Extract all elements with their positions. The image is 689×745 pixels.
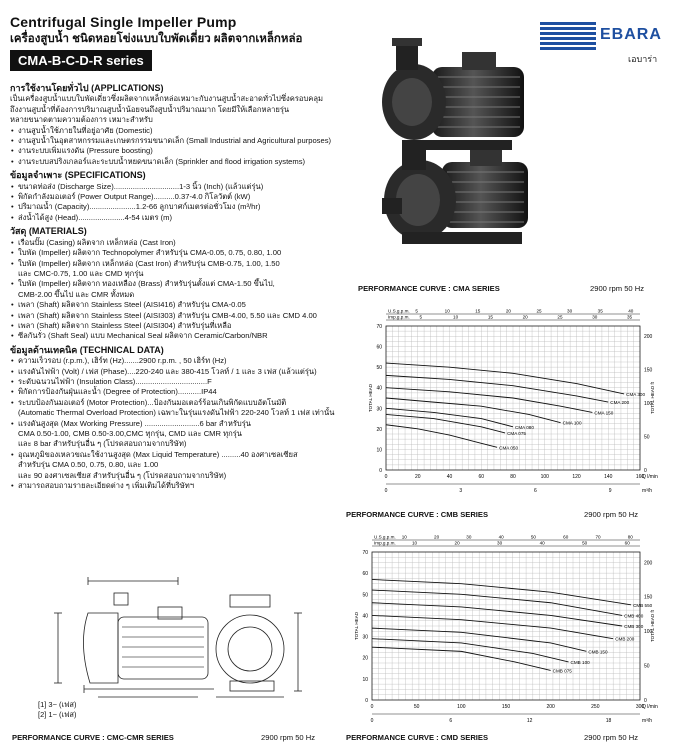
y-axis-label: TOTAL HEAD xyxy=(354,611,359,641)
series-label: CMA 050 xyxy=(499,445,519,451)
series-label: CMB 200 xyxy=(615,636,635,642)
x-tick-label: 300 xyxy=(635,704,645,710)
series-line xyxy=(372,603,622,626)
cma-chart-rpm: 2900 rpm 50 Hz xyxy=(590,284,645,293)
series-label: CMB 150 xyxy=(588,649,608,655)
ebara-logo xyxy=(540,22,668,70)
series-label: CMA 080 xyxy=(515,424,534,430)
x-tick-label: 200 xyxy=(546,704,555,710)
right-tick-label: 100 xyxy=(644,401,653,408)
top-axis-tick: 40 xyxy=(539,540,545,546)
applications-intro-1: เป็นเครื่องสูบน้ำแบบใบพัดเดี่ยวซึ่งผลิตจากเหล็กหล่อเหมาะกับงานสูบน้ำสะอาดทั่วไปซึ่งครอบคลุม xyxy=(10,94,324,104)
top-axis-tick: 20 xyxy=(434,534,440,540)
right-tick-label: 200 xyxy=(644,560,653,567)
cmd-chart-rpm: 2900 rpm 50 Hz xyxy=(584,733,639,742)
series-label: CMB 100 xyxy=(570,659,590,665)
top-axis-tick: 5 xyxy=(415,308,418,314)
technical-heading: ข้อมูลด้านเทคนิค (TECHNICAL DATA) xyxy=(10,344,164,355)
series-line xyxy=(386,425,497,448)
top-axis-tick: 50 xyxy=(530,534,537,540)
y-tick-label: 50 xyxy=(376,365,382,372)
y-tick-label: 70 xyxy=(376,324,382,330)
x-tick-label: 50 xyxy=(413,704,420,710)
top-axis-tick: 70 xyxy=(595,534,601,540)
applications-heading: การใช้งานโดยทั่วไป (APPLICATIONS) xyxy=(10,83,164,93)
right-tick-label: 200 xyxy=(644,334,653,341)
right-tick-label: 150 xyxy=(644,367,653,374)
technical-item-cont: และ 8 bar สำหรับรุ่นอื่น ๆ (โปรดสอบถามจากบริษัท) xyxy=(18,439,187,449)
x-tick-label: 80 xyxy=(510,474,516,480)
phase-legend xyxy=(38,700,77,720)
x-tick-label: 120 xyxy=(572,474,581,480)
materials-item-cont: CMB-2.00 ขึ้นไป และ CMR ทั้งหมด xyxy=(18,289,135,299)
right-tick-label: 100 xyxy=(644,629,653,636)
materials-item: • ใบพัด (Impeller) ผลิตจาก ทองเหลือง (Brass) สำหรับรุ่นตั้งแต่ CMA-1.50 ขึ้นไป, xyxy=(18,279,362,289)
technical-item: • ระดับฉนวนไฟฟ้า (Insulation Class)..................................F xyxy=(18,377,362,387)
y-tick-label: 70 xyxy=(362,550,368,556)
top-axis-label: U.S.g.p.m. xyxy=(374,534,396,540)
right-tick-label: 50 xyxy=(644,663,650,670)
top-axis-label: Imp.g.p.m. xyxy=(388,314,410,320)
top-axis-tick: 60 xyxy=(563,534,569,540)
y-tick-label: 20 xyxy=(376,426,382,433)
m3h-tick-label: 0 xyxy=(384,488,388,494)
applications-item: • งานระบบสปริงเกลอร์และระบบน้ำหยดขนาดเล็ก (Sprinkler and flood irrigation systems) xyxy=(18,157,362,167)
x-tick-label: 100 xyxy=(540,474,549,480)
right-axis-label: TOTAL HEAD ft xyxy=(650,381,655,415)
document-subtitle: เครื่องสูบน้ำ ชนิดหอยโข่งแบบใบพัดเดี่ยว ผลิตจากเหล็กหล่อ xyxy=(10,33,303,45)
materials-heading: วัสดุ (MATERIALS) xyxy=(10,226,87,237)
x-axis-label: Q l/min xyxy=(642,704,658,710)
materials-item: • เพลา (Shaft) ผลิตจาก Stainless Steel (AISI416) สำหรับรุ่น CMA-0.05 xyxy=(18,300,362,310)
series-label: CMA 075 xyxy=(507,430,526,436)
materials-item-cont: และ CMC-0.75, 1.00 และ CMD ทุกรุ่น xyxy=(18,268,144,278)
top-axis-label: Imp.g.p.m. xyxy=(374,540,396,546)
right-tick-label: 50 xyxy=(644,434,650,441)
document-title: Centrifugal Single Impeller Pump xyxy=(10,14,237,30)
materials-item: • เพลา (Shaft) ผลิตจาก Stainless Steel (AISI304) สำหรับรุ่นที่เหลือ xyxy=(18,321,362,331)
m3h-axis-label: m³/h xyxy=(642,488,652,494)
cmb-chart-rpm: 2900 rpm 50 Hz xyxy=(584,510,639,519)
materials-item: • เพลา (Shaft) ผลิตจาก Stainless Steel (AISI303) สำหรับรุ่น CMB-4.00, 5.50 และ CMD 4.00 xyxy=(18,311,362,321)
x-tick-label: 160 xyxy=(635,474,645,480)
y-tick-label: 30 xyxy=(362,634,368,641)
right-tick-label: 150 xyxy=(644,594,653,601)
series-badge: CMA-B-C-D-R series xyxy=(10,50,152,71)
y-tick-label: 60 xyxy=(362,571,368,578)
logo-thai: เอบาร่า xyxy=(628,54,658,64)
x-tick-label: 0 xyxy=(384,474,388,480)
top-axis-tick: 30 xyxy=(466,534,472,540)
series-line xyxy=(372,590,622,615)
series-line xyxy=(386,388,592,413)
top-axis-tick: 20 xyxy=(522,314,528,320)
y-tick-label: 10 xyxy=(376,447,382,454)
technical-item-cont: (Automatic Thermal Overload Protection) เฉพาะในรุ่นแรงดันไฟฟ้า 220-240 โวลท์ 1 เฟส เท่านั้น xyxy=(18,408,335,418)
logo-brand: EBARA xyxy=(600,26,662,43)
specifications-item: • ส่งน้ำได้สูง (Head)......................4-54 เมตร (m) xyxy=(18,213,362,223)
applications-item: • งานสูบน้ำในอุตสาหกรรมและเกษตรกรรมขนาดเล็ก (Small Industrial and Agricultural purposes) xyxy=(18,136,362,146)
x-tick-label: 250 xyxy=(591,704,600,710)
series-label: CMA 100 xyxy=(562,420,582,426)
specifications-item: • พิกัดกำลังมอเตอร์ (Power Output Range)..........0.37-4.0 กิโลวัตต์ (kW) xyxy=(18,192,362,202)
top-axis-tick: 30 xyxy=(567,308,573,314)
x-tick-label: 140 xyxy=(604,474,613,480)
y-tick-label: 40 xyxy=(362,613,368,620)
top-axis-tick: 25 xyxy=(557,314,563,320)
top-axis-tick: 5 xyxy=(419,314,423,320)
specifications-item: • ขนาดท่อส่ง (Discharge Size)...............................1-3 นิ้ว (Inch) (แล้วแต่รุ่น) xyxy=(18,182,362,192)
top-axis-tick: 25 xyxy=(536,308,542,314)
top-axis-tick: 40 xyxy=(498,534,504,540)
phase-legend-item: [2] 1~ (เฟส) xyxy=(38,710,77,719)
m3h-tick-label: 6 xyxy=(534,488,537,494)
applications-intro-3: หลายขนาดตามความต้องการ เหมาะสำหรับ xyxy=(10,115,153,125)
cmd-chart-label: PERFORMANCE CURVE : CMD SERIES xyxy=(346,733,489,742)
m3h-tick-label: 18 xyxy=(605,718,612,724)
specifications-item: • ปริมาณน้ำ (Capacity)......................1.2-66 ลูกบาศก์เมตรต่อชั่วโมง (m³/hr) xyxy=(18,202,362,212)
cmc-chart-label: PERFORMANCE CURVE : CMC-CMR SERIES xyxy=(12,733,174,742)
series-label: CMA 200 xyxy=(610,400,630,406)
x-axis-label: Q l/min xyxy=(642,474,658,480)
x-tick-label: 40 xyxy=(446,474,453,480)
right-tick-label: 0 xyxy=(644,468,647,474)
specifications-heading: ข้อมูลจำเพาะ (SPECIFICATIONS) xyxy=(10,170,146,181)
x-tick-label: 100 xyxy=(457,704,466,710)
y-tick-label: 20 xyxy=(362,655,368,662)
m3h-tick-label: 0 xyxy=(370,718,374,724)
y-tick-label: 0 xyxy=(379,468,382,474)
technical-item: • พิกัดการป้องกันฝุ่นและน้ำ (Degree of Protection)...........IP44 xyxy=(18,387,362,397)
top-axis-tick: 10 xyxy=(401,534,407,540)
technical-item: • สามารถสอบถามรายละเอียดต่าง ๆ เพิ่มเติมได้ที่บริษัทฯ xyxy=(18,481,362,491)
y-axis-label: TOTAL HEAD xyxy=(368,383,373,413)
y-tick-label: 60 xyxy=(376,344,382,351)
pump-photo xyxy=(362,22,534,266)
top-axis-tick: 10 xyxy=(444,308,450,314)
m3h-axis-label: m³/h xyxy=(642,718,652,724)
materials-item: • ใบพัด (Impeller) ผลิตจาก Technopolymer สำหรับรุ่น CMA-0.05, 0.75, 0.80, 1.00 xyxy=(18,248,362,258)
technical-item: • แรงดันไฟฟ้า (Volt) / เฟส (Phase)....220-240 และ 380-415 โวลท์ / 1 และ 3 เฟส (แล้วแต่รุ่น) xyxy=(18,367,362,377)
technical-item: • แรงดันสูงสุด (Max Working Pressure) ..........................6 bar สำหรับรุ่น xyxy=(18,419,362,429)
m3h-tick-label: 6 xyxy=(449,718,453,724)
top-axis-tick: 10 xyxy=(453,314,459,320)
top-axis-tick: 35 xyxy=(626,314,633,320)
cmc-chart-rpm: 2900 rpm 50 Hz xyxy=(261,733,316,742)
series-line xyxy=(386,363,624,394)
cma-chart-label: PERFORMANCE CURVE : CMA SERIES xyxy=(358,284,500,293)
cmb-chart-label: PERFORMANCE CURVE : CMB SERIES xyxy=(346,510,489,519)
technical-item-cont: และ 90 องศาเซลเซียส สำหรับรุ่นอื่น ๆ (โปรดสอบถามจากบริษัท) xyxy=(18,470,227,480)
applications-item: • งานระบบเพิ่มแรงดัน (Pressure boosting) xyxy=(18,146,362,156)
series-label: CMB 550 xyxy=(633,602,653,608)
x-tick-label: 60 xyxy=(478,474,485,480)
logo-stripes-icon xyxy=(540,22,596,52)
y-tick-label: 30 xyxy=(376,406,382,413)
materials-item: • ซีลกันรั่ว (Shaft Seal) แบบ Mechanical Seal ผลิตจาก Ceramic/Carbon/NBR xyxy=(18,331,362,341)
top-axis-tick: 80 xyxy=(627,534,633,540)
x-tick-label: 0 xyxy=(370,704,374,710)
technical-item: • อุณหภูมิของเหลวขณะใช้งานสูงสุด (Max Liquid Temperature) .........40 องศาเซลเซียส xyxy=(18,450,362,460)
top-axis-tick: 15 xyxy=(475,308,481,314)
spec-text xyxy=(10,80,362,491)
y-tick-label: 40 xyxy=(376,385,382,392)
technical-item-cont: CMA 0.50-1.00, CMB 0.50-3.00,CMC ทุกรุ่น, CMD และ CMR ทุกรุ่น xyxy=(18,429,242,438)
y-tick-label: 10 xyxy=(362,676,368,683)
cma-performance-chart xyxy=(360,296,680,496)
series-label: CMB 300 xyxy=(624,624,644,629)
series-label: CMB 400 xyxy=(624,613,644,619)
y-tick-label: 50 xyxy=(362,592,368,599)
cmb-performance-chart xyxy=(346,522,680,726)
top-axis-tick: 35 xyxy=(597,308,603,314)
series-line xyxy=(372,639,569,662)
right-axis-label: TOTAL HEAD ft xyxy=(650,609,655,643)
phase-legend-item: [1] 3~ (เฟส) xyxy=(38,700,77,709)
top-axis-tick: 50 xyxy=(582,540,588,546)
y-tick-label: 0 xyxy=(365,698,368,704)
top-axis-tick: 30 xyxy=(497,540,503,546)
top-axis-tick: 40 xyxy=(628,308,634,314)
applications-item: • งานสูบน้ำใช้ภายในที่อยู่อาศัย (Domestic) xyxy=(18,126,362,136)
top-axis-tick: 30 xyxy=(592,314,598,320)
m3h-tick-label: 12 xyxy=(526,718,533,724)
top-axis-tick: 15 xyxy=(487,314,493,320)
top-axis-tick: 20 xyxy=(454,540,460,546)
top-axis-tick: 20 xyxy=(505,308,511,314)
series-label: CMB 075 xyxy=(552,668,572,674)
x-tick-label: 20 xyxy=(414,474,421,480)
top-axis-tick: 10 xyxy=(411,540,418,546)
right-tick-label: 0 xyxy=(644,698,647,704)
m3h-tick-label: 3 xyxy=(459,488,463,494)
top-axis-label: U.S.g.p.m. xyxy=(388,308,410,314)
technical-item: • ระบบป้องกันมอเตอร์ (Motor Protection)...ป้องกันมอเตอร์ร้อนเกินพิกัดแบบอัตโนมัติ xyxy=(18,398,362,408)
x-tick-label: 150 xyxy=(501,704,511,710)
series-label: CMA 300 xyxy=(626,391,646,397)
applications-intro-2: ถึงงานสูบน้ำที่ต้องการปริมาณสูบน้ำน้อยจนถึงสูบน้ำปริมาณมาก โดยมีให้เลือกหลายรุ่น xyxy=(10,104,290,114)
series-label: CMA 150 xyxy=(594,410,614,416)
m3h-tick-label: 9 xyxy=(608,488,612,494)
top-axis-tick: 60 xyxy=(624,540,630,546)
technical-item: • ความเร็วรอบ (r.p.m.), เฮิร์ท (Hz).......2900 r.p.m. , 50 เฮิร์ท (Hz) xyxy=(18,356,362,366)
materials-item: • เรือนปั๊ม (Casing) ผลิตจาก เหล็กหล่อ (Cast Iron) xyxy=(18,238,362,248)
technical-item-cont: สำหรับรุ่น CMA 0.50, 0.75, 0.80, และ 1.00 xyxy=(18,460,159,470)
materials-item: • ใบพัด (Impeller) ผลิตจาก เหล็กหล่อ (Cast Iron) สำหรับรุ่น CMB-0.75, 1.00, 1.50 xyxy=(18,259,362,269)
